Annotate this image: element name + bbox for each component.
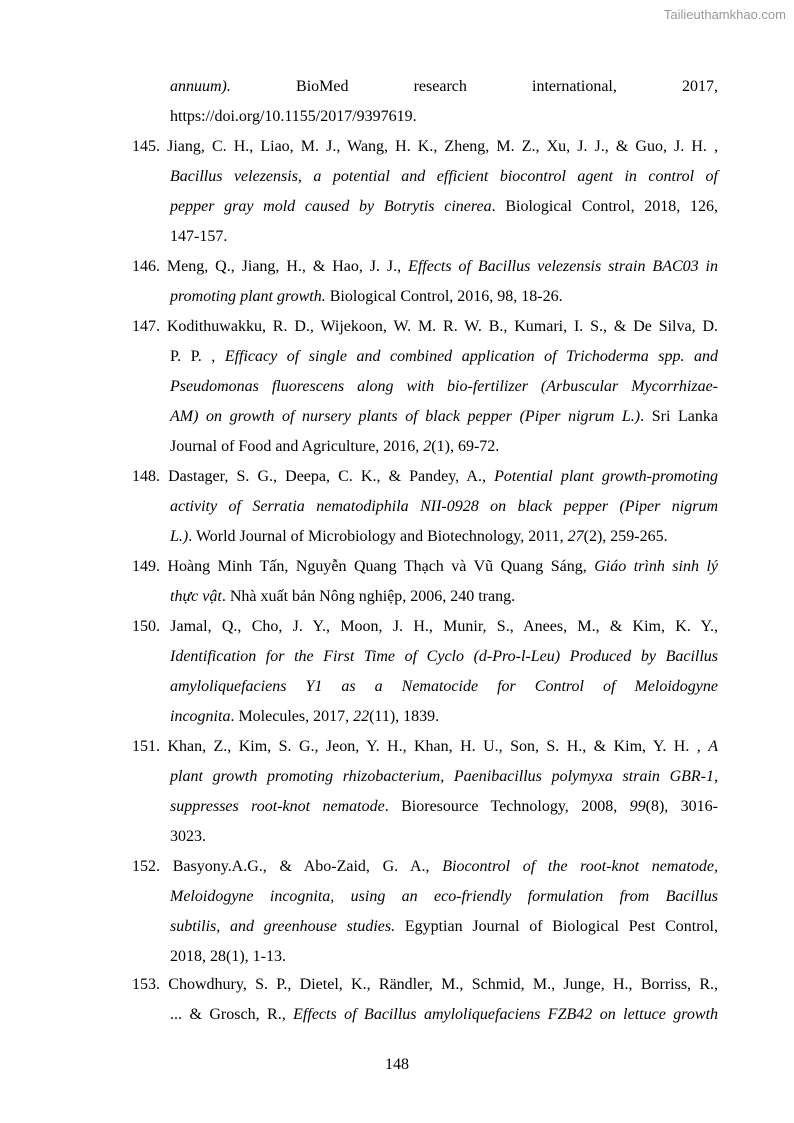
reference-line — [170, 377, 718, 397]
reference-line — [170, 917, 718, 937]
reference-text: Basyony.A.G., & Abo-Zaid, G. A., — [172, 858, 443, 875]
reference-text: (2), 259-265. — [583, 528, 668, 545]
reference-title-text: A — [708, 738, 718, 755]
reference-title-text: subtilis, and greenhouse studies. — [170, 918, 396, 935]
reference-line — [170, 287, 563, 307]
reference-text: . Sri Lanka — [640, 408, 718, 425]
reference-line — [170, 107, 417, 127]
reference-title-text: 27 — [567, 528, 584, 545]
reference-line — [170, 497, 718, 517]
reference-text: (1), 69-72. — [431, 438, 500, 455]
reference-line — [132, 975, 718, 995]
reference-title-text: annuum). — [170, 78, 231, 95]
reference-title-text: Biocontrol of the root-knot nematode, — [442, 858, 719, 875]
reference-line — [170, 647, 718, 667]
reference-line — [132, 317, 718, 337]
reference-line — [170, 527, 668, 547]
reference-number: 152. — [132, 858, 173, 875]
reference-title-text: suppresses root-knot nematode — [170, 798, 385, 815]
reference-number: 146. — [132, 258, 167, 275]
reference-line — [132, 737, 718, 757]
reference-line — [132, 857, 718, 877]
reference-text: Dastager, S. G., Deepa, C. K., & Pandey, A., — [168, 468, 495, 485]
reference-text: Jiang, C. H., Liao, M. J., Wang, H. K., Zheng, M. Z., Xu, J. J., & Guo, J. H. , — [167, 138, 718, 155]
reference-line — [132, 557, 718, 577]
reference-title-text: 2 — [423, 438, 432, 455]
reference-title-text: Identification for the First Time of Cyclo (d-Pro-l-Leu) Produced by Bacillus — [170, 648, 718, 665]
reference-title-text: Meloidogyne incognita, using an eco-friendly formulation from Bacillus — [170, 888, 718, 905]
reference-line — [170, 947, 286, 967]
reference-text: . Molecules, 2017, — [230, 708, 354, 725]
reference-text: 147-157. — [170, 228, 228, 245]
reference-line — [170, 167, 718, 187]
reference-number: 147. — [132, 318, 167, 335]
reference-line — [132, 617, 718, 637]
reference-text: Hoàng Minh Tấn, Nguyễn Quang Thạch và Vũ Quang Sáng, — [167, 558, 595, 575]
reference-title-text: 99 — [629, 798, 646, 815]
reference-text: Biological Control, 2016, 98, 18-26. — [325, 288, 563, 305]
reference-line — [170, 887, 718, 907]
reference-line — [170, 407, 718, 427]
reference-text: P. P. , — [170, 348, 225, 365]
reference-line — [170, 347, 718, 367]
reference-text: Jamal, Q., Cho, J. Y., Moon, J. H., Munir, S., Anees, M., & Kim, K. Y., — [170, 618, 719, 635]
reference-line — [170, 677, 718, 697]
reference-line — [170, 227, 227, 247]
reference-line — [170, 1005, 718, 1025]
reference-text: . Nhà xuất bản Nông nghiệp, 2006, 240 trang. — [221, 588, 516, 605]
reference-title-text: L.) — [170, 528, 189, 545]
reference-text: BioMed research international, 2017, — [230, 78, 718, 95]
reference-title-text: thực vật — [170, 588, 222, 605]
reference-line — [170, 437, 499, 457]
watermark: Tailieuthamkhao.com — [663, 7, 786, 22]
reference-title-text: Potential plant growth-promoting — [494, 468, 719, 485]
reference-line — [132, 137, 718, 157]
reference-line — [170, 77, 718, 97]
reference-text: . Biological Control, 2018, 126, — [491, 198, 718, 215]
reference-title-text: pepper gray mold caused by Botrytis cinerea — [170, 198, 492, 215]
reference-number: 145. — [132, 138, 168, 155]
reference-title-text: activity of Serratia nematodiphila NII-0928 on black pepper (Piper nigrum — [170, 498, 718, 515]
reference-text: 3023. — [170, 828, 206, 845]
reference-text: ... & Grosch, R. — [170, 1006, 282, 1023]
reference-text: Chowdhury, S. P., Dietel, K., Rändler, M., Schmid, M., Junge, H., Borriss, R., — [168, 976, 719, 993]
reference-line — [170, 797, 718, 817]
reference-text: Egyptian Journal of Biological Pest Control, — [395, 918, 718, 935]
reference-title-text: promoting plant growth. — [170, 288, 326, 305]
reference-line — [170, 827, 206, 847]
reference-text: Kodithuwakku, R. D., Wijekoon, W. M. R. W. B., Kumari, I. S., & De Silva, D. — [166, 318, 719, 335]
reference-text: (8), 3016- — [645, 798, 719, 815]
reference-title-text: Bacillus velezensis, a potential and efficient biocontrol agent in control of — [170, 168, 718, 185]
reference-line — [170, 197, 718, 217]
reference-number: 151. — [132, 738, 168, 755]
reference-title-text: AM) on growth of nursery plants of black pepper (Piper nigrum L.) — [170, 408, 641, 425]
reference-title-text: plant growth promoting rhizobacterium, Paenibacillus polymyxa strain GBR-1, — [170, 768, 718, 785]
reference-title-text: Giáo trình sinh lý — [594, 558, 719, 575]
reference-line — [170, 707, 439, 727]
reference-title-text: Effects of Bacillus velezensis strain BAC03 in — [408, 258, 718, 275]
reference-number: 150. — [132, 618, 171, 635]
reference-text: . Bioresource Technology, 2008, — [384, 798, 630, 815]
reference-text: https://doi.org/10.1155/2017/9397619. — [170, 108, 417, 125]
reference-number: 149. — [132, 558, 168, 575]
reference-line — [132, 257, 718, 277]
reference-title-text: 22 — [353, 708, 370, 725]
reference-line — [132, 467, 718, 487]
reference-text: (11), 1839. — [369, 708, 440, 725]
page-number: 148 — [385, 1056, 409, 1073]
reference-title-text: incognita — [170, 708, 231, 725]
reference-text: Journal of Food and Agriculture, 2016, — [170, 438, 424, 455]
reference-text: Meng, Q., Jiang, H., & Hao, J. J., — [166, 258, 409, 275]
reference-line — [170, 767, 718, 787]
reference-title-text: amyloliquefaciens Y1 as a Nematocide for Control of Meloidogyne — [170, 678, 718, 695]
reference-title-text: Efficacy of single and combined application of Trichoderma spp. and — [224, 348, 718, 365]
reference-title-text: , Effects of Bacillus amyloliquefaciens FZB42 on lettuce growth — [281, 1006, 719, 1023]
reference-number: 153. — [132, 976, 169, 993]
reference-text: 2018, 28(1), 1-13. — [170, 948, 286, 965]
reference-text: . World Journal of Microbiology and Biotechnology, 2011, — [188, 528, 568, 545]
reference-line — [170, 587, 515, 607]
reference-title-text: Pseudomonas fluorescens along with bio-fertilizer (Arbuscular Mycorrhizae- — [170, 378, 718, 395]
reference-number: 148. — [132, 468, 169, 485]
reference-text: Khan, Z., Kim, S. G., Jeon, Y. H., Khan, H. U., Son, S. H., & Kim, Y. H. , — [167, 738, 709, 755]
